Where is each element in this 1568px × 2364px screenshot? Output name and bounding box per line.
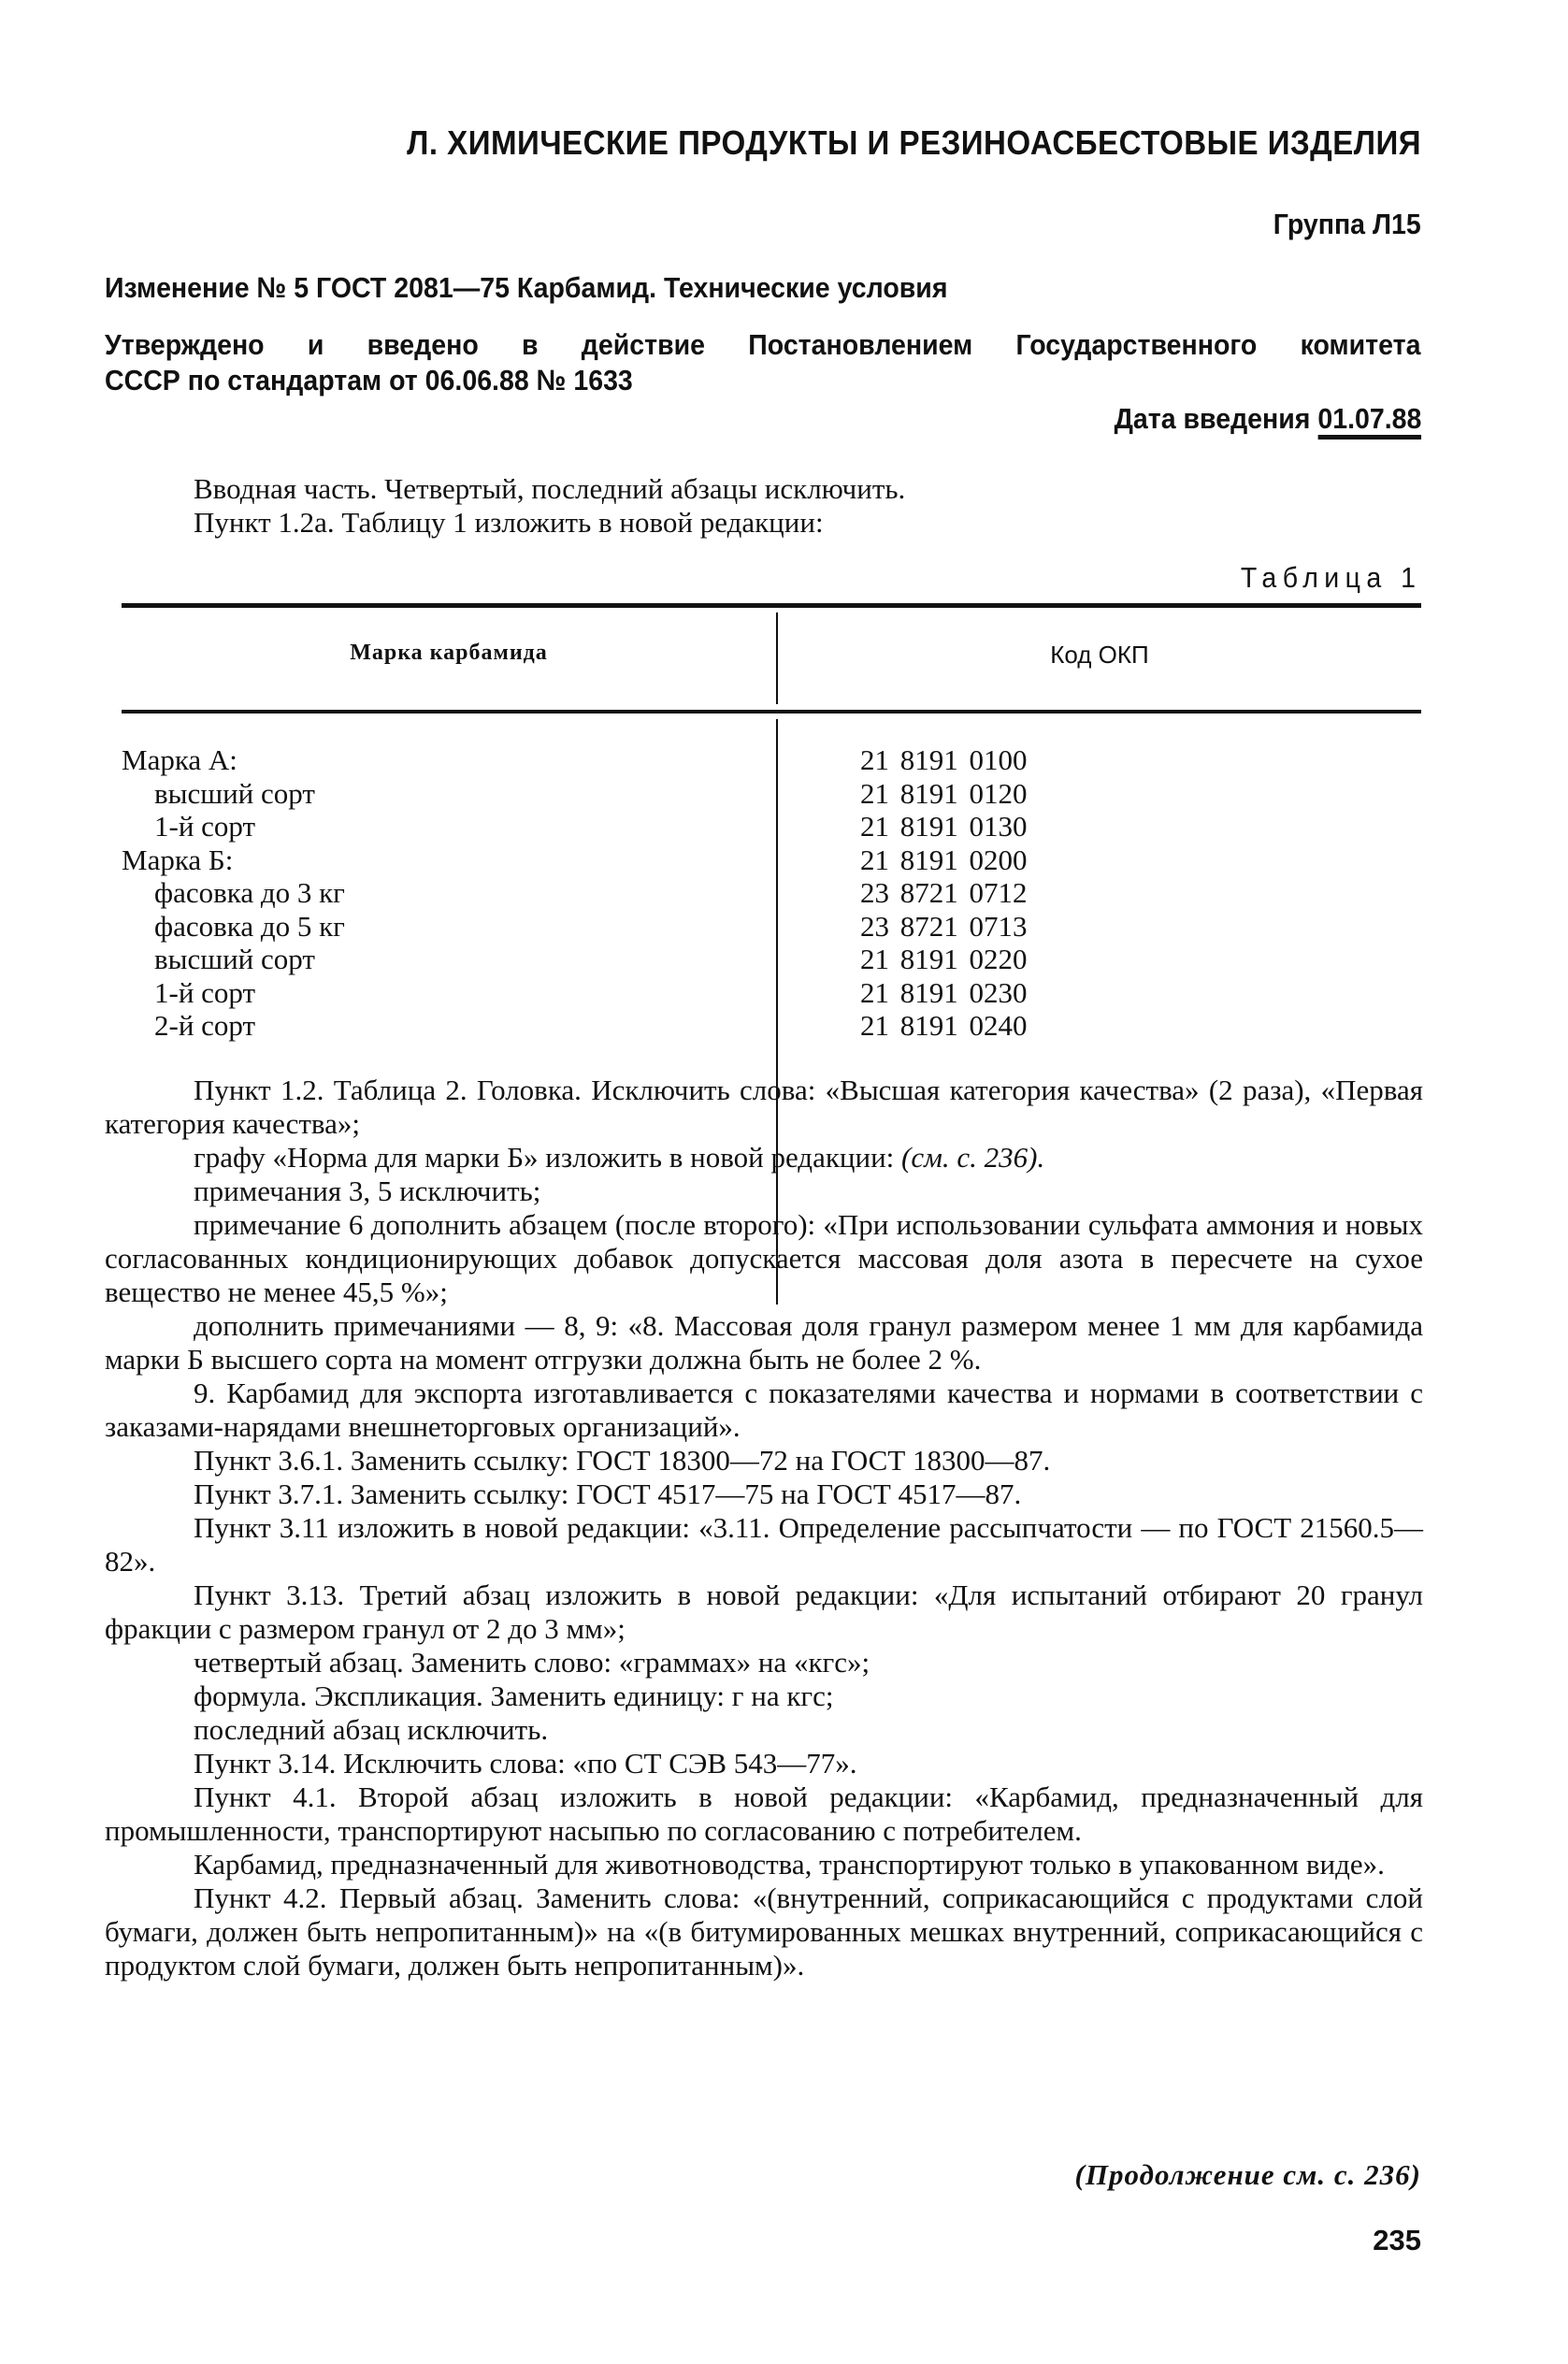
table-row	[122, 943, 1421, 976]
word: Утверждено	[105, 328, 265, 361]
table-row	[122, 1009, 1421, 1043]
table-row	[122, 777, 1421, 811]
paragraph: Пункт 3.13. Третий абзац изложить в новой редакции: «Для испытаний отбирают 20 гранул фракции с размером гранул от 2 до 3 мм»;	[105, 1578, 1423, 1645]
introduction-date	[1114, 402, 1421, 436]
paragraph: последний абзац исключить.	[194, 1713, 549, 1746]
column-header-grade: Марка карбамида	[350, 641, 548, 665]
paragraph: 9. Карбамид для экспорта изготавливается с показателями качества и нормами в соответствии с заказами-нарядами внешнеторговых организаций».	[105, 1377, 1423, 1443]
word: введено	[367, 328, 479, 361]
okp-code: 23 8721 0712	[860, 876, 1028, 909]
change-title: Изменение № 5 ГОСТ 2081—75 Карбамид. Технические условия	[105, 271, 948, 304]
word: комитета	[1300, 328, 1421, 361]
table-row	[122, 743, 1421, 777]
okp-code: 21 8191 0200	[860, 843, 1028, 876]
intro-line-2: Пункт 1.2а. Таблицу 1 изложить в новой редакции:	[194, 506, 824, 539]
paragraph: Карбамид, предназначенный для животноводства, транспортируют только в упакованном виде».	[194, 1848, 1385, 1881]
paragraph: Пункт 3.11 изложить в новой редакции: «3.11. Определение рассыпчатости — по ГОСТ 21560.5—82».	[105, 1511, 1423, 1578]
okp-code: 21 8191 0230	[860, 975, 1028, 1009]
word: Постановлением	[748, 328, 973, 361]
okp-code: 21 8191 0120	[860, 776, 1028, 810]
table-row	[122, 976, 1421, 1010]
okp-code: 23 8721 0713	[860, 909, 1028, 943]
table-row	[122, 810, 1421, 843]
word: действие	[581, 328, 706, 361]
paragraph: дополнить примечаниями — 8, 9: «8. Массовая доля гранул размером менее 1 мм для карбамида марки Б высшего сорта на момент отгрузки должна быть не более 2 %.	[105, 1309, 1423, 1376]
paragraph: Пункт 3.7.1. Заменить ссылку: ГОСТ 4517—75 на ГОСТ 4517—87.	[194, 1478, 1022, 1510]
approval-line-2: СССР по стандартам от 06.06.88 № 1633	[105, 364, 633, 396]
word: в	[522, 328, 539, 361]
page-number: 235	[1373, 2224, 1421, 2256]
table-body	[122, 743, 1421, 1043]
table-row	[122, 876, 1421, 910]
okp-code: 21 8191 0100	[860, 743, 1028, 776]
paragraph-text: графу «Норма для марки Б» изложить в новой редакции:	[194, 1141, 902, 1174]
grade-name: фасовка до 5 кг	[154, 909, 345, 943]
paragraph: примечания 3, 5 исключить;	[194, 1175, 541, 1207]
paragraph: Пункт 1.2. Таблица 2. Головка. Исключить слова: «Высшая категория качества» (2 раза), «Первая категория качества»;	[105, 1074, 1423, 1140]
table-label: Таблица 1	[1240, 561, 1421, 594]
grade-name: высший сорт	[154, 776, 315, 810]
intro-line-1: Вводная часть. Четвертый, последний абзацы исключить.	[194, 472, 906, 505]
group-code: Группа Л15	[1273, 208, 1421, 240]
approval-statement	[105, 327, 1423, 398]
grade-name: Марка Б:	[122, 843, 234, 876]
paragraph: примечание 6 дополнить абзацем (после второго): «При использовании сульфата аммония и новых согласованных кондиционирующих добавок допускается массовая доля азота в пересчете на сухое вещество не менее 45,5 %»;	[105, 1208, 1423, 1308]
paragraph: Пункт 4.2. Первый абзац. Заменить слова: «(внутренний, соприкасающийся с продуктами слой бумаги, должен быть непропитанным)» на «(в битумированных мешках внутренний, соприкасающийся с продуктом слой бумаги, должен быть непропитанным)».	[105, 1881, 1423, 1982]
table-row	[122, 910, 1421, 944]
okp-code: 21 8191 0220	[860, 943, 1028, 975]
word: и	[307, 328, 324, 361]
paragraph: Пункт 3.6.1. Заменить ссылку: ГОСТ 18300—72 на ГОСТ 18300—87.	[194, 1444, 1051, 1477]
column-header-okp-code: Код ОКП	[1050, 641, 1149, 669]
okp-code: 21 8191 0130	[860, 810, 1028, 843]
changes-block	[105, 1074, 1423, 1982]
paragraph: формула. Экспликация. Заменить единицу: г на кгс;	[194, 1679, 834, 1712]
paragraph: четвертый абзац. Заменить слово: «граммах» на «кгс»;	[194, 1646, 870, 1679]
approval-line-1	[105, 327, 1420, 363]
paragraph	[105, 1141, 1423, 1175]
grade-name: 1-й сорт	[154, 810, 256, 843]
paragraph: Пункт 3.14. Исключить слова: «по СТ СЭВ 543—77».	[194, 1747, 857, 1780]
grade-name: 2-й сорт	[154, 1009, 256, 1042]
intro-block	[105, 472, 1423, 540]
date-value: 01.07.88	[1317, 402, 1421, 440]
grade-name: фасовка до 3 кг	[154, 876, 345, 909]
word: Государственного	[1015, 328, 1258, 361]
grade-name: Марка А:	[122, 743, 237, 776]
table-row	[122, 843, 1421, 877]
date-label: Дата введения	[1114, 402, 1317, 435]
grade-name: высший сорт	[154, 943, 315, 975]
table-top-rule	[122, 603, 1421, 608]
table-header-rule	[122, 710, 1421, 714]
page-reference: (см. с. 236).	[901, 1141, 1045, 1174]
grade-name: 1-й сорт	[154, 975, 256, 1009]
continuation-note: (Продолжение см. с. 236)	[1074, 2158, 1421, 2191]
section-title: Л. ХИМИЧЕСКИЕ ПРОДУКТЫ И РЕЗИНОАСБЕСТОВЫЕ ИЗДЕЛИЯ	[407, 123, 1422, 162]
okp-code: 21 8191 0240	[860, 1009, 1028, 1042]
paragraph: Пункт 4.1. Второй абзац изложить в новой редакции: «Карбамид, предназначенный для промышленности, транспортируют насыпью по согласованию с потребителем.	[105, 1780, 1423, 1847]
